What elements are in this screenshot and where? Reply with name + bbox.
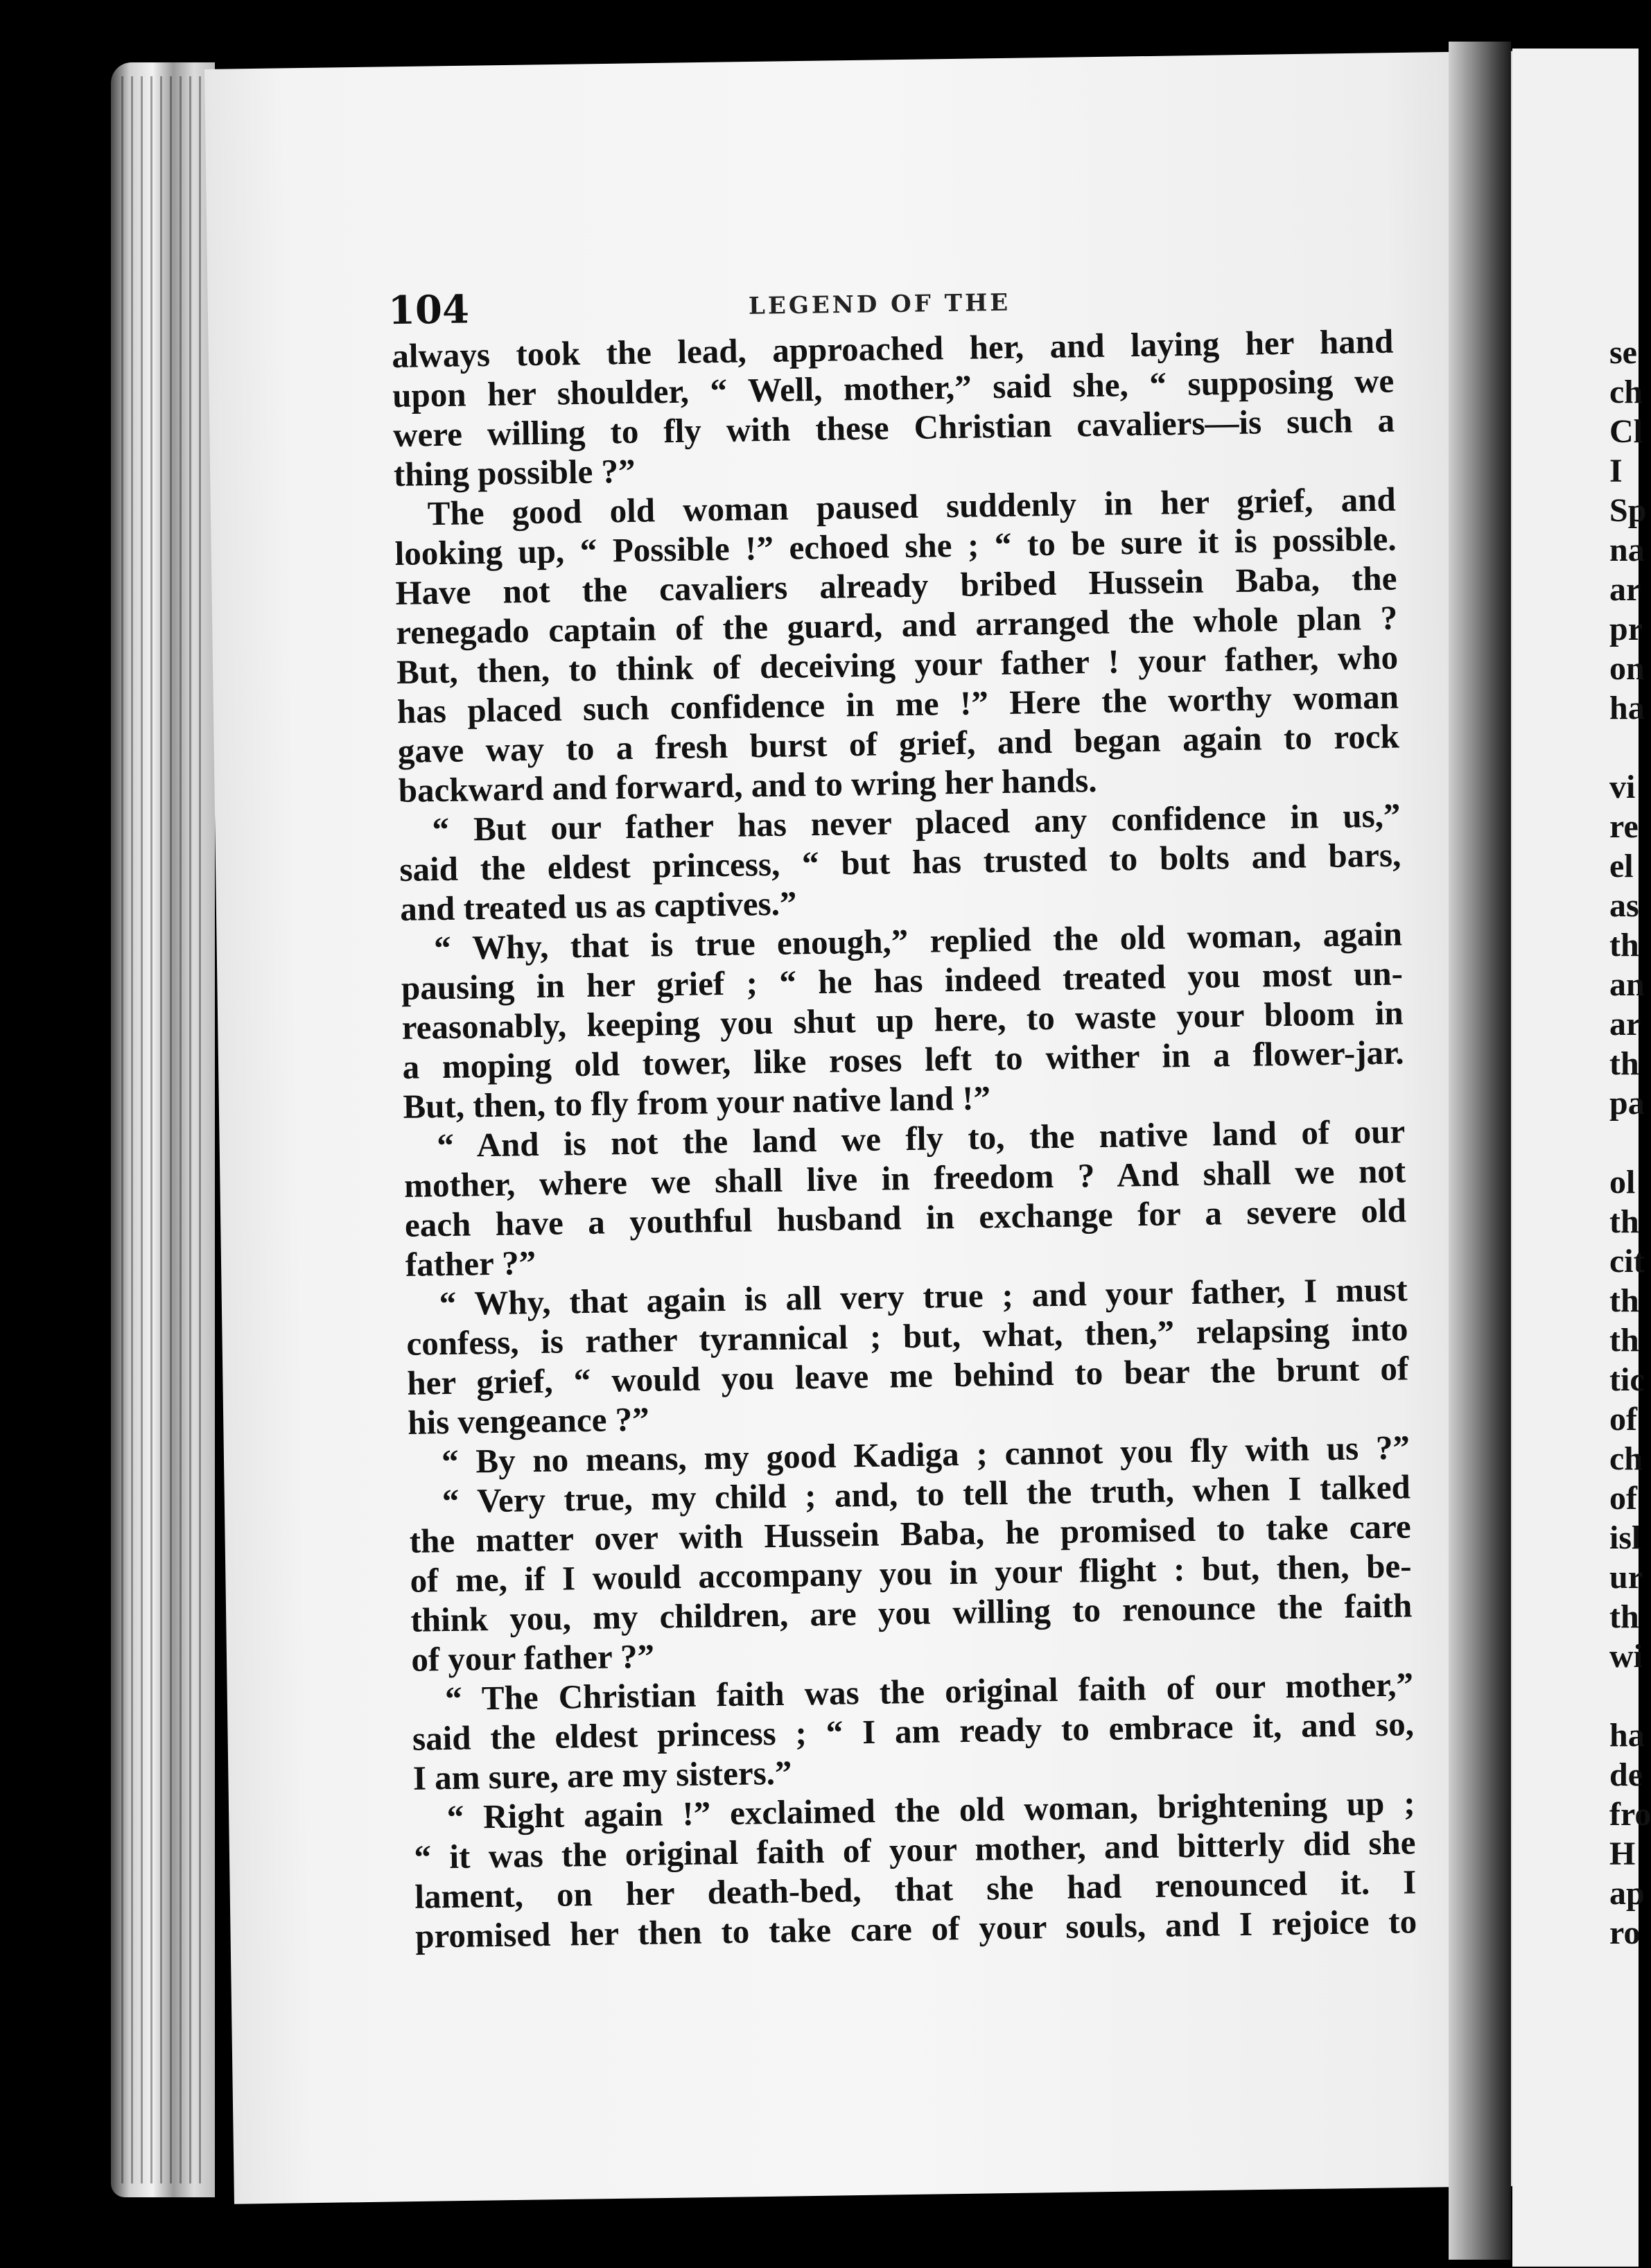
- facing-page-fragment: th: [1609, 1322, 1639, 1359]
- text-line: The good old woman paused suddenly in her grief, and: [427, 480, 1397, 533]
- facing-page-fragment: [1609, 1676, 1644, 1716]
- facing-page-fragment: th: [1609, 1045, 1639, 1082]
- facing-page-fragment: I: [1609, 453, 1623, 489]
- text-line: and treated us as captives.”: [399, 884, 797, 928]
- page-edge-lines: [121, 76, 204, 2183]
- text-line: I am sure, are my sisters.”: [412, 1753, 792, 1797]
- text-line: “ The Christian faith was the original faith of our mother,”: [444, 1665, 1414, 1718]
- body-text: [392, 322, 1417, 1956]
- page-number: 104: [387, 286, 470, 334]
- text-line: has placed such confidence in me !” Here the worthy woman: [396, 677, 1399, 731]
- text-line: pausing in her grief ; “ he has indeed treated you most un-: [401, 954, 1404, 1007]
- facing-page-fragment: re: [1609, 808, 1639, 845]
- text-line: her grief, “ would you leave me behind to bear the brunt of: [406, 1349, 1409, 1402]
- book-gutter: [1449, 42, 1511, 2260]
- text-line: “ Very true, my child ; and, to tell the truth, when I talked: [442, 1467, 1411, 1521]
- facing-page-fragment: tic: [1609, 1361, 1645, 1398]
- facing-page-fragment: ur: [1609, 1559, 1643, 1596]
- facing-page-fragment: ha: [1609, 1717, 1645, 1754]
- facing-page-fragment: an: [1609, 966, 1645, 1003]
- text-line: of me, if I would accompany you in your flight : but, then, be-: [410, 1546, 1412, 1600]
- text-line: “ it was the original faith of your mother, and bitterly did she: [414, 1823, 1416, 1876]
- facing-page-fragment: pr: [1609, 611, 1643, 647]
- facing-page-fragment: th: [1609, 1282, 1639, 1319]
- facing-page-fragment: wi: [1609, 1638, 1643, 1675]
- text-line: said the eldest princess ; “ I am ready to embrace it, and so,: [412, 1704, 1415, 1758]
- text-line: But, then, to fly from your native land !”: [403, 1079, 991, 1126]
- facing-page-fragment: cit: [1609, 1243, 1645, 1280]
- text-line: “ By no means, my good Kadiga ; cannot you fly with us ?”: [441, 1428, 1410, 1481]
- text-line: his vengeance ?”: [407, 1399, 650, 1442]
- text-line: “ Why, that is true enough,” replied the old woman, again: [433, 914, 1403, 968]
- text-line: said the eldest princess, “ but has trusted to bolts and bars,: [399, 835, 1401, 889]
- text-line: “ Right again !” exclaimed the old woman, brightening up ;: [446, 1783, 1415, 1837]
- text-line: upon her shoulder, “ Well, mother,” said she, “ supposing we: [392, 361, 1395, 415]
- facing-page-fragment: se: [1609, 334, 1637, 371]
- text-line: gave way to a fresh burst of grief, and began again to rock: [397, 717, 1400, 770]
- facing-page-fragment: isl: [1609, 1519, 1641, 1556]
- facing-page-fragment: Sp: [1609, 492, 1647, 529]
- facing-page-fragment: [1609, 728, 1644, 767]
- facing-page-fragment: fro: [1609, 1796, 1651, 1833]
- facing-page-fragment: na: [1609, 532, 1645, 568]
- text-line: “ But our father has never placed any confidence in us,”: [432, 796, 1401, 849]
- text-line: lament, on her death-bed, that she had renounced it. I: [414, 1863, 1417, 1916]
- text-line: renegado captain of the guard, and arranged the whole plan ?: [395, 598, 1398, 652]
- text-line: promised her then to take care of your souls, and I rejoice to: [414, 1902, 1417, 1955]
- facing-page-fragment: vi: [1609, 769, 1636, 805]
- facing-page-fragment: ar: [1609, 571, 1641, 608]
- facing-page-fragment: ha: [1609, 690, 1645, 726]
- facing-page-text: [1609, 333, 1651, 1953]
- facing-page-fragment: ar: [1609, 1006, 1641, 1043]
- text-line: of your father ?”: [410, 1637, 655, 1679]
- text-line: But, then, to think of deceiving your father ! your father, who: [396, 638, 1399, 691]
- facing-page-fragment: Cl: [1609, 413, 1643, 450]
- facing-page-fragment: ro: [1609, 1914, 1641, 1951]
- text-line: father ?”: [405, 1244, 536, 1284]
- text-line: a moping old tower, like roses left to wither in a flower-jar.: [402, 1033, 1404, 1086]
- text-line: think you, my children, are you willing to renounce the faith: [410, 1586, 1413, 1639]
- text-line: backward and forward, and to wring her hands.: [398, 760, 1097, 810]
- facing-page-fragment: [1609, 1123, 1644, 1162]
- facing-page-fragment: as: [1609, 887, 1639, 924]
- facing-page-fragment: th: [1609, 1598, 1639, 1635]
- text-line: reasonably, keeping you shut up here, to waste your bloom in: [401, 993, 1404, 1047]
- text-line: thing possible ?”: [393, 451, 636, 494]
- text-line: “ And is not the land we fly to, the native land of our: [436, 1112, 1406, 1165]
- facing-page-fragment: pa: [1609, 1085, 1645, 1122]
- text-line: mother, where we shall live in freedom ? And shall we not: [403, 1151, 1406, 1205]
- facing-page-fragment: th: [1609, 927, 1639, 963]
- facing-page-fragment: de: [1609, 1756, 1643, 1793]
- running-title: LEGEND OF THE: [748, 288, 1011, 320]
- facing-page-fragment: ch: [1609, 1440, 1643, 1477]
- text-line: were willing to fly with these Christian cavaliers—is such a: [392, 401, 1395, 454]
- text-line: the matter over with Hussein Baba, he promised to take care: [409, 1507, 1412, 1560]
- facing-page-fragment: of: [1609, 1480, 1637, 1517]
- text-line: always took the lead, approached her, and laying her hand: [392, 322, 1394, 375]
- facing-page-fragment: of: [1609, 1401, 1637, 1438]
- text-line: confess, is rather tyrannical ; but, what, then,” relapsing into: [406, 1309, 1408, 1363]
- text-line: “ Why, that again is all very true ; and your father, I must: [439, 1270, 1408, 1323]
- facing-page-fragment: ch: [1609, 374, 1643, 410]
- facing-page-fragment: th: [1609, 1203, 1639, 1240]
- facing-page-fragment: ap: [1609, 1875, 1645, 1912]
- facing-page-fragment: ol: [1609, 1164, 1636, 1201]
- text-line: Have not the cavaliers already bribed Hussein Baba, the: [395, 559, 1397, 612]
- facing-page-fragment: el: [1609, 848, 1634, 884]
- facing-page-fragment: H: [1609, 1835, 1636, 1872]
- facing-page-fragment: on: [1609, 650, 1645, 687]
- text-line: looking up, “ Possible !” echoed she ; “ to be sure it is possible.: [394, 519, 1397, 573]
- text-line: each have a youthful husband in exchange for a severe old: [404, 1191, 1407, 1244]
